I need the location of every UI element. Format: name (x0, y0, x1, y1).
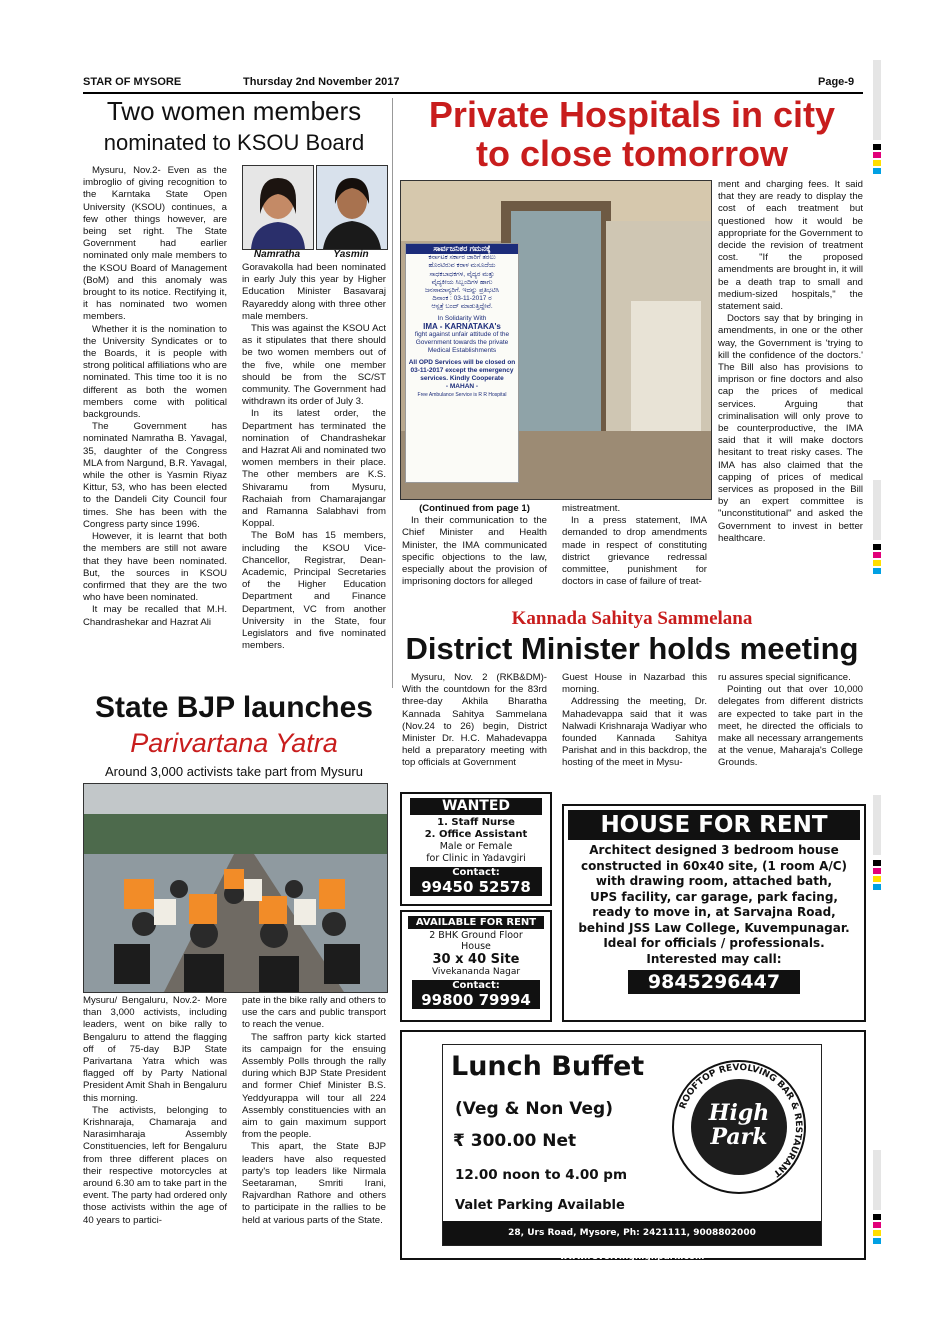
wanted-line: 2. Office Assistant (424, 829, 528, 840)
sign-line: ಆಸ್ಪತ್ರೆ ಬಂದ್ ಮಾಡುತ್ತಿದ್ದೇವೆ. (431, 303, 493, 311)
bjp-para: pate in the bike rally and others to use the cars and public transport to reach the venue. (242, 995, 386, 1031)
ksou-para: In its latest order, the Department has terminated the nomination of Chandrashekar and Hazrat Ali and nominated two women members in their place. The other members are K.S. Shivaramu from Mysuru, Rachaiah from Chamarajangar and Ramanna Salabhavi from Koppal. (242, 408, 386, 530)
bjp-para: The saffron party kick started its campaign for the ensuing Assembly Polls through the rally during which BJP State President and former Chief Minister B.S. Yeddyurappa will tour all 224 Assembly constituencies with an aim to gain maximum support from the people. (242, 1031, 386, 1141)
hospitals-column-1 (402, 503, 547, 588)
sammelana-para: Guest House in Nazarbad this morning. (562, 672, 707, 696)
column-divider (392, 98, 393, 688)
yasmin-photo (316, 165, 388, 250)
paper-name: STAR OF MYSORE (83, 76, 182, 88)
buffet-address: 28, Urs Road, Mysore, Ph: 2421111, 9008802000 www.revolvinghighpark.com (443, 1221, 821, 1245)
hospitals-para: ment and charging fees. It said that they are ready to display the cost of each treatment but questioned how it would be appropriate for the Government to decide the revision of treatment cost. "If the proposed amendments are brought in, it will be a death trap to small and medium-sized hospitals," the statement said. (718, 179, 863, 313)
available-line: House (461, 941, 491, 952)
lunch-buffet-ad (442, 1044, 822, 1262)
hospitals-para: In a press statement, IMA demanded to drop amendments made in respect of constituting district grievance redressal committee, punishment for doctors in case of failure of treat- (562, 515, 707, 588)
logo-word-park: Park (710, 1124, 768, 1150)
ksou-column-2 (242, 262, 386, 653)
bjp-subhead: Around 3,000 activists take part from Mysuru (105, 764, 363, 779)
logo-ring-text: ROOFTOP REVOLVING BAR & RESTAURANT (678, 1062, 804, 1179)
sammelana-column-3 (718, 672, 863, 770)
namratha-photo (242, 165, 314, 250)
ksou-headline-line1: Two women members (106, 96, 362, 126)
hospitals-para: mistreatment. (562, 503, 621, 514)
sammelana-para: Addressing the meeting, Dr. Mahadevappa said that it was Nalwadi Krishnaraja Wadiyar who founded Kannada Sahitya Parishat and in this backdrop, the hosting of the meet in Mysu- (562, 696, 707, 769)
house-title: HOUSE FOR RENT (568, 810, 860, 840)
ksou-column-1 (83, 165, 227, 629)
hospitals-para: In their communication to the Chief Minister and Health Minister, the IMA communicated specific objections to the law, especially about the provision of imprisoning doctors for alleged (402, 515, 547, 588)
available-line: Vivekananda Nagar (431, 967, 521, 977)
high-park-logo (669, 1057, 809, 1197)
sammelana-kicker: Kannada Sahitya Sammelana (511, 608, 753, 629)
wanted-line: for Clinic in Yadavgiri (426, 853, 526, 864)
available-contact-label: Contact: (412, 980, 540, 992)
sammelana-para: Mysuru, Nov. 2 (RKB&DM)- With the countdown for the 83rd three-day Akhila Bharatha Kannada Sahitya Sammelana (Nov.24 to 26) begin, District Minister Dr. H.C. Mahadevappa held a preparatory meeting with top officials at Government (402, 672, 547, 769)
hospitals-column-3 (718, 179, 863, 545)
sign-line: - MAHAN - (445, 383, 479, 391)
buffet-title: Lunch Buffet (451, 1051, 645, 1082)
bjp-para: This apart, the State BJP leaders have also requested party's top leaders like Nirmala Seetaraman, Smriti Irani, Rajvardhan Rathore and others to participate in the rallies to be held at various parts of the State. (242, 1141, 386, 1226)
bjp-column-1 (83, 995, 227, 1227)
ksou-para: The BoM has 15 members, including the KSOU Vice-Chancellor, Registrar, Dean-Academic, Principal Secretaries of the Higher Education Department and Finance Department, VC from another University in the State, four Legislators and five nominated members. (242, 530, 386, 652)
issue-date: Thursday 2nd November 2017 (243, 76, 400, 88)
ksou-headline-line2: nominated to KSOU Board (103, 130, 365, 155)
house-line: Architect designed 3 bedroom house (589, 843, 839, 857)
sign-line: All OPD Services will be closed on 03-11-2017 except the emergency services. Kindly Cooperate (408, 358, 516, 383)
ksou-para: The Government has nominated Namratha B. Yavagal, 35, daughter of the Congress MLA from Nargund, B.R. Yavagal, while the other is Yasmin Riyaz Kittur, 53, who has been elected to the Dandeli City Council four times. She has been with the Congress party since 1996. (83, 421, 227, 530)
sammelana-headline: District Minister holds meeting (405, 631, 859, 666)
sign-line: ಸಾಧಕಬಾಧಕಗಳ, ವೈದ್ಯರ ಮತ್ತು (429, 270, 495, 278)
sign-line: In Solidarity With (437, 314, 487, 322)
wanted-title: WANTED (410, 798, 542, 815)
house-for-rent-ad (562, 804, 866, 1022)
protest-notice-sign (405, 243, 519, 483)
wanted-phone: 99450 52578 (410, 879, 542, 896)
house-line: Interested may call: (646, 951, 782, 966)
bjp-column-2 (242, 995, 386, 1227)
bjp-para: Mysuru/ Bengaluru, Nov.2- More than 3,000 activists, including leaders, went on bike rally to Bengaluru to attend the flagging off of 75-day BJP State Parivartana Yatra which was flagged off by Party National President Amit Shah in Bengaluru this morning. (83, 995, 227, 1104)
yasmin-caption: Yasmin (333, 249, 369, 260)
ksou-para: Mysuru, Nov.2- Even as the imbroglio of giving recognition to the Karntaka State Open University (KSOU) continues, a few other things however, are being set right. The State Government had earlier nominated only male members to the KSOU Board of Management (BoM) and this anomaly was brought to its notice. Rectifying it, it has nominated two women members. (83, 165, 227, 323)
buffet-time: 12.00 noon to 4.00 pm (455, 1167, 628, 1183)
bjp-headline-line2: Parivartana Yatra (130, 728, 338, 758)
sammelana-para: ru assures special significance. (718, 672, 851, 683)
sign-title: ಸಾರ್ವಜನಿಕರ ಗಮನಕ್ಕೆ (406, 244, 518, 254)
house-line: ready to move in, at Sarvajna Road, (592, 905, 836, 919)
hospital-entrance-photo (400, 180, 712, 500)
buffet-parking: Valet Parking Available (455, 1198, 625, 1213)
wanted-line: 1. Staff Nurse (437, 817, 515, 828)
available-line: 2 BHK Ground Floor (429, 930, 523, 941)
sign-line: ದಿನಾಂಕ : 03-11-2017 ರ (432, 295, 492, 303)
ksou-para: However, it is learnt that both the members are still not aware that they have been nominated. But, the sources in KSOU confirmed that they are the two who have been nominated. (83, 531, 227, 604)
sign-line: ಜನಸಾಮಾನ್ಯರಿಗೆ. ಇದನ್ನು ಪ್ರತಿಭಟಿಸಿ (424, 287, 500, 295)
ksou-para: It may be recalled that M.H. Chandrashekar and Hazrat Ali (83, 604, 227, 628)
house-line: constructed in 60x40 site, (1 room A/C) (580, 858, 848, 873)
available-title: AVAILABLE FOR RENT (408, 916, 544, 929)
house-line: UPS facility, car garage, park facing, (590, 889, 838, 904)
sign-line: ವೈದ್ಯಕೀಯ ಸಿಬ್ಬಂದಿಗಳ ಹಾಗು (431, 278, 493, 286)
available-line: 30 x 40 Site (432, 952, 520, 967)
sammelana-para: Pointing out that over 10,000 delegates from different districts are expected to take part in the meet, he directed the officials to make all necessary arrangements at the venue, Maharaja's College Grounds. (718, 684, 863, 769)
continued-note: (Continued from page 1) (419, 503, 530, 514)
logo-word-high: High (708, 1100, 770, 1126)
sign-line: ಹೊರಟಿರುವ ಕರಾಳ ಮಸೂದೆಯ (428, 262, 496, 270)
lunch-buffet-ad-frame (400, 1030, 866, 1260)
ksou-para: This was against the KSOU Act as it stipulates that there should be two women members out of the five, while one member should be from the SC/ST community. The Government had withdrawn its order of July 3. (242, 323, 386, 408)
available-phone: 99800 79994 (412, 992, 540, 1009)
sign-line: fight against unfair attitude of the Government towards the private Medical Establishments (414, 331, 510, 355)
sammelana-column-1 (402, 672, 547, 770)
house-line: with drawing room, attached bath, (595, 874, 833, 888)
ksou-para: Whether it is the nomination to the University Syndicates or to the Boards, it is people with strong political affiliations who are nominated. This time too it is no different as both the women members come with political backgrounds. (83, 323, 227, 421)
bjp-para: The activists, belonging to Krishnaraja, Chamaraja and Narasimharaja Assembly Constituencies, left for Bengaluru from three different places on their respective motorcycles at around 6.30 am to take part in the event. The party had ordered only those activists within the age of 40 years to partici- (83, 1104, 227, 1226)
wanted-contact-label: Contact: (410, 867, 542, 879)
wanted-line: Male or Female (439, 841, 513, 852)
sign-line: Free Ambulance Service is R R Hospital (417, 392, 507, 399)
buffet-price: ₹ 300.00 Net (453, 1131, 577, 1151)
sammelana-column-2 (562, 672, 707, 770)
buffet-subtitle: (Veg & Non Veg) (455, 1099, 613, 1119)
house-line: behind JSS Law College, Kuvempunagar. (578, 920, 850, 935)
ksou-para: Goravakolla had been nominated in early July this year by Higher Education Minister Basavaraj Rayareddy along with three other male members. (242, 262, 386, 322)
house-line: Ideal for officials / professionals. (603, 936, 825, 950)
bjp-headline-line1: State BJP launches (95, 691, 373, 724)
hospitals-column-2 (562, 503, 707, 588)
namratha-caption: Namratha (253, 249, 301, 260)
hospitals-headline-line1: Private Hospitals in city (428, 94, 836, 135)
hospitals-para: Doctors say that by bringing in amendments, in one or the other way, the Government is 'trying to kill the confidence of the doctors.' The Bill also has provisions to imprison or fine doctors and also cap the prices of medical services. Arguing that criminalisation will only prove to be counterproductive, the IMA said that it will make doctors hesitant to treat risky cases. The IMA has also claimed that the capping of prices of medical services as proposed in the Bill by an expert committee is "unconstitutional" and asked the Government to invest in better healthcare. (718, 313, 863, 544)
hospitals-headline-line2: to close tomorrow (475, 133, 789, 174)
sign-line: ಕರ್ನಾಟಕ ಸರ್ಕಾರ ಜಾರಿಗೆ ತರಲು (428, 254, 496, 262)
sign-line: IMA - KARNATAKA's (423, 321, 501, 331)
house-phone: 9845296447 (628, 970, 800, 994)
page-number: Page-9 (818, 76, 855, 88)
wanted-ad (400, 792, 552, 906)
available-for-rent-ad (400, 910, 552, 1022)
bike-rally-photo (83, 783, 388, 993)
